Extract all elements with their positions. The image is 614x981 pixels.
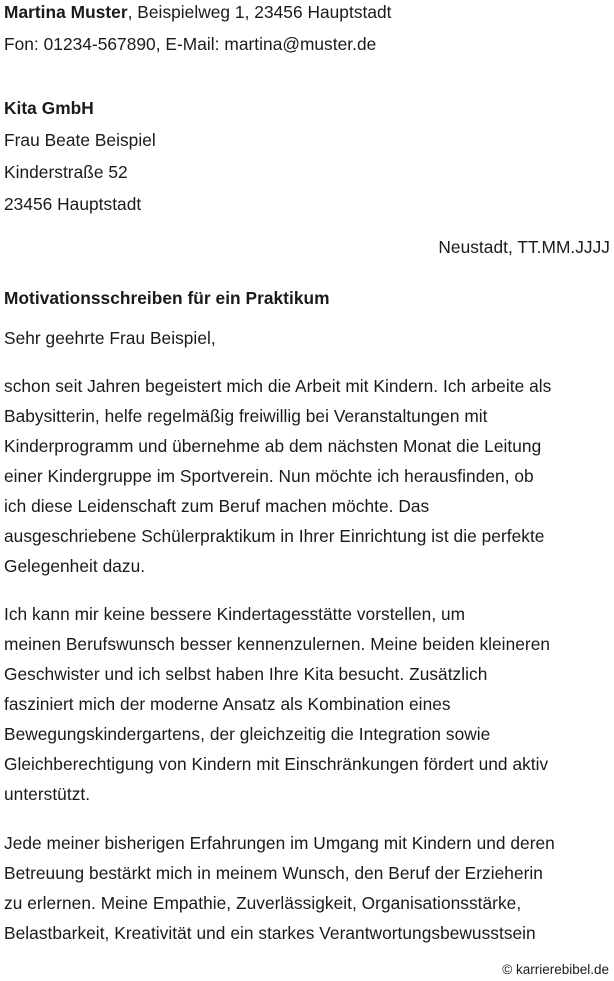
body-line: Bewegungskindergartens, der gleichzeitig die Integration sowie xyxy=(4,724,491,744)
body-line: schon seit Jahren begeistert mich die Arbeit mit Kindern. Ich arbeite als xyxy=(4,376,552,396)
sender-address: , Beispielweg 1, 23456 Hauptstadt xyxy=(127,2,392,22)
salutation: Sehr geehrte Frau Beispiel, xyxy=(4,328,216,348)
sender-line xyxy=(4,1,392,23)
recipient-person: Frau Beate Beispiel xyxy=(4,130,156,150)
sender-name: Martina Muster xyxy=(4,2,128,22)
body-line: Jede meiner bisherigen Erfahrungen im Umgang mit Kindern und deren xyxy=(4,833,555,853)
copyright-credit: © karrierebibel.de xyxy=(502,962,609,977)
body-line: meinen Berufswunsch besser kennenzulernen. Meine beiden kleineren xyxy=(4,634,551,654)
subject-line: Motivationsschreiben für ein Praktikum xyxy=(4,288,330,308)
recipient-street: Kinderstraße 52 xyxy=(4,162,128,182)
body-line: zu erlernen. Meine Empathie, Zuverlässigkeit, Organisationsstärke, xyxy=(4,893,522,913)
body-line: Kinderprogramm und übernehme ab dem nächsten Monat die Leitung xyxy=(4,436,542,456)
body-line: ausgeschriebene Schülerpraktikum in Ihrer Einrichtung ist die perfekte xyxy=(4,526,545,546)
body-line: Betreuung bestärkt mich in meinem Wunsch, den Beruf der Erzieherin xyxy=(4,863,543,883)
date-line: Neustadt, TT.MM.JJJJ xyxy=(438,237,610,257)
recipient-city: 23456 Hauptstadt xyxy=(4,194,142,214)
sender-contact: Fon: 01234-567890, E-Mail: martina@muster.de xyxy=(4,34,377,54)
body-line: Ich kann mir keine bessere Kindertagesstätte vorstellen, um xyxy=(4,604,466,624)
recipient-company: Kita GmbH xyxy=(4,98,94,118)
body-line: ich diese Leidenschaft zum Beruf machen möchte. Das xyxy=(4,496,430,516)
body-line: Gleichberechtigung von Kindern mit Einschränkungen fördert und aktiv xyxy=(4,754,549,774)
body-line: Geschwister und ich selbst haben Ihre Kita besucht. Zusätzlich xyxy=(4,664,488,684)
body-line: einer Kindergruppe im Sportverein. Nun möchte ich herausfinden, ob xyxy=(4,466,534,486)
body-line: Babysitterin, helfe regelmäßig freiwillig bei Veranstaltungen mit xyxy=(4,406,488,426)
body-line: unterstützt. xyxy=(4,784,91,804)
body-line: Belastbarkeit, Kreativität und ein starkes Verantwortungsbewusstsein xyxy=(4,923,536,943)
body-line: Gelegenheit dazu. xyxy=(4,556,146,576)
body-line: fasziniert mich der moderne Ansatz als Kombination eines xyxy=(4,694,451,714)
